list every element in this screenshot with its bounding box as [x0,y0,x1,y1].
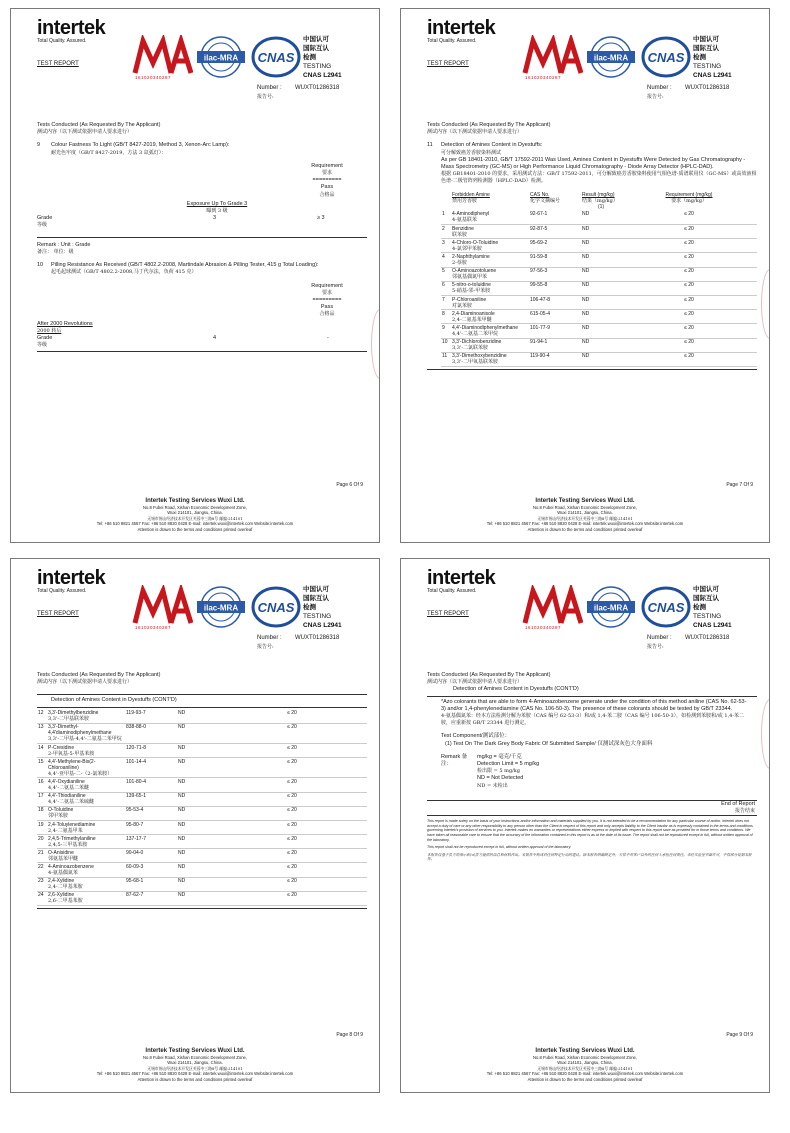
item-11: 11 Detection of Amines Content in Dyestuffs: 可分解致癌芳香胺染料测试 As per GB 18401-2010, GB/T 17592-2011 Was Used, Amines Content in Dyestuffs Were Detected by Gas Chromatography - Mass Spectrometry (GC-MS) or High Performance Liquid Chromatography - Diode Array Detector (HPLC-DAD). 根据 GB18401-2010 的要求，采用测试方法：GB/T 17592-2011，可分解致癌芳香胺染料使用气相色谱-质谱联用仪（GC-MS）或高效液相色谱-二极管阵列检测器（HPLC-DAD）检测。 [427,142,757,185]
row-number: 1 [441,211,451,225]
requirement-value: ≤ 20 [217,723,367,743]
row-number: 2 [441,225,451,239]
row-number: 7 [441,295,451,309]
ilac-mra-icon [585,585,637,629]
ma-number: 161020340287 [135,75,172,80]
row-number: 5 [441,267,451,281]
table-row [441,295,757,309]
accreditation-marks [131,585,371,637]
remark-block: Remark 备注： mg/kg = 毫克/千克 Detection Limit = 5 mg/kg 检出限 = 5 mg/kg ND = Not Detected ND = 未检出 [441,753,540,789]
ma-mark-icon [521,35,583,79]
report-number: Number : WUXT01286318 报告号: [647,635,730,650]
amine-name: Benzidine 联苯胺 [451,225,529,239]
divider [37,707,367,708]
report-number: Number : WUXT01286318 报告号: [257,85,340,100]
amine-name: 2,4,5-Trimethylaniline 2,4,5-三甲基苯胺 [47,835,125,849]
cas-number: 615-05-4 [529,310,581,324]
amine-name: 4-Chloro-O-Toluidine 4-氯邻甲苯胺 [451,239,529,253]
row-number: 24 [37,891,47,905]
row-number: 15 [37,758,47,778]
result-value: ND [177,723,217,743]
result-value: ND [581,211,621,225]
amine-name: 4-Aminoazobenzene 4-氨基偶氮苯 [47,863,125,877]
row-number: 19 [37,820,47,834]
cas-number: 119-90-4 [529,352,581,366]
cnas-icon [641,35,691,79]
ma-mark-icon [131,35,193,79]
row-number: 16 [37,778,47,792]
accreditation-text: 中国认可 国际互认 检测 TESTING CNAS L2941 [303,36,342,79]
footer: Intertek Testing Services Wuxi Ltd. No.8 Fubei Road, Xishan Economic Development Zone, Wuxi 214101, Jiangsu, China. 无锡市锡山经济技术开发区芙蓉中三路8号 邮编:214101 Tel: +86 510 8821 4567 Fax: +86 510 8820 0428 E-mail: intertek.wuxi@intertek.com Website:intertek.com Attention is drawn to the terms and conditions printed overleaf [96,1047,294,1082]
intertek-logo: intertek Total Quality. Assured. [37,17,106,44]
cnas-icon [641,585,691,629]
cnas-icon [251,35,301,79]
table-row [37,849,367,863]
table-row [37,710,367,724]
table-row [441,281,757,295]
amine-name: 2,4-Diaminoanisole 2,4-二氨基苯甲醚 [451,310,529,324]
test-report-label: TEST REPORT [37,611,79,617]
table-row [441,338,757,352]
accreditation-text: 中国认可 国际互认 检测 TESTING CNAS L2941 [303,586,342,629]
amine-name: 4,4'-Diaminodiphenylmethane 4,4'-二氨基二苯甲烷 [451,324,529,338]
cas-number: 838-88-0 [125,723,177,743]
page-number: Page 6 Of 9 [336,482,363,488]
footer: Intertek Testing Services Wuxi Ltd. No.8 Fubei Road, Xishan Economic Development Zone, Wuxi 214101, Jiangsu, China. 无锡市锡山经济技术开发区芙蓉中三路8号 邮编:214101 Tel: +86 510 8821 4567 Fax: +86 510 8820 0428 E-mail: intertek.wuxi@intertek.com Website:intertek.com Attention is drawn to the terms and conditions printed overleaf [486,1047,684,1082]
cas-number: 91-59-8 [529,253,581,267]
requirement-value: ≤ 20 [217,778,367,792]
cas-number: 139-65-1 [125,792,177,806]
row-number: 21 [37,849,47,863]
row-number: 17 [37,792,47,806]
azo-note-cn: 4-氨基偶氮苯：经本方法检测分解为苯胺（CAS 编号 62-53-3）和/或 1,4-苯二胺（CAS 编号 106-50-3），如检测到苯胺和/或 1,4-苯二胺，应重新按 GB/T 23344 进行测定。 [441,713,745,727]
result-value: ND [581,225,621,239]
pilling-grade-value: 4 [213,334,217,341]
test-report-label: TEST REPORT [37,61,79,67]
requirement-value: ≤ 20 [621,211,757,225]
result-value: ND [581,338,621,352]
result-value: ND [177,778,217,792]
amine-name: 2,4-Xylidine 2,4-二甲基苯胺 [47,877,125,891]
page-number: Page 9 Of 9 [726,1032,753,1038]
result-value: ND [581,324,621,338]
amine-name: O-Anisidine 邻氨基苯甲醚 [47,849,125,863]
row-number: 9 [441,324,451,338]
test-report-label: TEST REPORT [427,61,469,67]
requirement-value: ≤ 20 [621,225,757,239]
ilac-mra-icon [585,35,637,79]
table-row [441,310,757,324]
report-page-8 [10,558,380,1093]
svg-text:CNAS: CNAS [257,600,295,615]
svg-text:ilac-MRA: ilac-MRA [593,603,629,613]
amine-name: 4,4'-Thiodianiline 4,4'-二氨基二苯硫醚 [47,792,125,806]
row-number: 14 [37,743,47,757]
divider [37,351,367,352]
requirement-value: ≤ 20 [217,849,367,863]
table-row [37,723,367,743]
result-value: ND [177,820,217,834]
result-value: ND [177,835,217,849]
amine-name: 2,4-Toluylenediamine 2,4-二氨基甲苯 [47,820,125,834]
row-number: 4 [441,253,451,267]
table-row [37,820,367,834]
result-value: ND [581,267,621,281]
amine-name: O-Toluidine 邻甲苯胺 [47,806,125,820]
table-row [441,267,757,281]
cas-number: 106-47-8 [529,295,581,309]
table-row [441,211,757,225]
amine-name: 4,4'-Oxydianiline 4,4'-二氨基二苯醚 [47,778,125,792]
cas-number: 60-09-3 [125,863,177,877]
result-value: ND [581,253,621,267]
requirement-value: ≤ 20 [217,891,367,905]
requirement-value: ≤ 20 [621,239,757,253]
table-row [37,743,367,757]
requirement-value: ≤ 20 [217,758,367,778]
requirement-value: ≤ 20 [217,792,367,806]
ma-number: 161020340287 [525,625,562,630]
cas-number: 99-55-8 [529,281,581,295]
seal-stamp [761,699,770,769]
table-row [37,806,367,820]
requirement-value: ≤ 20 [217,877,367,891]
requirement-value: ≤ 20 [621,324,757,338]
table-row [441,239,757,253]
report-number: Number : WUXT01286318 报告号: [647,85,730,100]
seal-stamp [371,309,380,379]
cas-number: 95-69-2 [529,239,581,253]
svg-text:ilac-MRA: ilac-MRA [593,53,629,63]
cas-number: 95-80-7 [125,820,177,834]
row-number: 3 [441,239,451,253]
requirement-value: ≤ 20 [217,863,367,877]
ma-number: 161020340287 [135,625,172,630]
svg-text:CNAS: CNAS [647,600,685,615]
result-value: ND [177,863,217,877]
accreditation-text: 中国认可 国际互认 检测 TESTING CNAS L2941 [693,586,732,629]
cas-number: 91-94-1 [529,338,581,352]
cas-number: 137-17-7 [125,835,177,849]
cas-number: 90-04-0 [125,849,177,863]
grade-requirement: ≥ 3 [317,214,325,221]
amines-table-contd [37,710,367,906]
cas-number: 97-56-3 [529,267,581,281]
result-value: ND [177,710,217,724]
amine-name: 3,3'-Dichlorobenzidine 3,3'-二氯联苯胺 [451,338,529,352]
cas-number: 92-67-1 [529,211,581,225]
result-value: ND [581,239,621,253]
accreditation-marks [131,35,371,87]
page-8-body: Tests Conducted (As Requested By The Applicant) 测试内容（以下测试依据申请人要求进行） Detection of Amines Content in Dyestuffs (CONT'D) 12 3,3'-Dimethylbenzidine 3,3'-二甲基联苯胺 119-93-7 ND ≤ 20 13 3,3'-Dimethyl-4,4'diaminodiphenylmethane 3,3'-二甲基-4,4'-二氨基二苯甲烷 838-88-0 ND ≤ 20 14 P-Cresidine 2-甲氧基-5-甲基苯胺 120-71-8 ND ≤ 20 15 4,4'-Methylene-Bis(2-Chloroaniline) 4,4'-亚甲基-二-（2-氯苯胺） 101-14-4 ND ≤ 20 16 4,4'-Oxydianiline 4,4'-二氨基二苯醚 101-80-4 ND ≤ 20 17 4,4'-Thiodianiline 4,4'-二氨基二苯硫醚 139-65-1 ND ≤ 20 18 O-Toluidine 邻甲苯胺 95-53-4 ND ≤ 20 19 2,4-Toluylenediamine 2,4-二氨基甲苯 95-80-7 ND ≤ 20 20 2,4,5-Trimethylaniline 2,4,5-三甲基苯胺 137-17-7 ND ≤ 20 21 O-Anisidine 邻氨基苯甲醚 90-04-0 ND ≤ 20 22 4-Aminoazobenzene 4-氨基偶氮苯 60-09-3 ND ≤ 20 23 2,4-Xylidine 2,4-二甲基苯胺 95-68-1 ND ≤ 20 24 2,6-Xylidine 2,6-二甲基苯胺 87-62-7 ND ≤ 20 [37,672,367,909]
ma-mark-icon [521,585,583,629]
page-9-body: Tests Conducted (As Requested By The Applicant) 测试内容（以下测试依据申请人要求进行） Detection of Amines Content in Dyestuffs (CONT'D) *Azo colorants that are able to form 4-Aminoazobenzene generate under the condition of this method aniline (CAS No. 62-53-3) and/or 1,4-phenylenediamine (CAS No. 106-50-3). The presence of these colorants should be tested by GB/T 23344. 4-氨基偶氮苯：经本方法检测分解为苯胺（CAS 编号 62-53-3）和/或 1,4-苯二胺（CAS 编号 106-50-3），如检测到苯胺和/或 1,4-苯二胺，应重新按 GB/T 23344 进行测定。 Test Component/测试部位： (1) Test On The Dark Grey Body Fabric Of Submitted Sample/ 仅测试深灰色大身面料 Remark 备注： mg/kg = 毫克/千克 Detection Limit = 5 mg/kg 检出限 = 5 mg/kg ND = Not Detected ND = 未检出 End of Report 报告结束 This report is made solely on the basis of your instructions and/or information and materials supplied by you. It is not intended to be a recommendation for any particular course of action. Intertek does not accept a duty of care or any other responsibility to any person other than the Client in respect of this report and only accepts liability to the Client insofar as is expressly contained in the terms and conditions governing Intertek's provision of services to you. Intertek makes no warranties or representations either express or implied with respect to this report save as provided for in those terms and conditions. We have taken all reasonable care to ensure that the accuracy of the information contained in this report is as at the date of its issue. The report shall not be reproduced except in full, without written approval of the laboratory. This report shall not be reproduced except in full, without written approval of the laboratory. 本报告仅基于贵方的指示和/或贵方提供的信息和材料作出。本报告不构成对任何特定行动的建议。除本报告明确规定外，天祥不对客户以外的任何人承担任何责任。未经实验室书面许可，不得部分复制本报告。 [427,672,755,862]
table-row [37,758,367,778]
divider [37,908,367,909]
cas-number: 101-80-4 [125,778,177,792]
requirement-value: ≤ 20 [217,710,367,724]
intertek-logo: intertek Total Quality. Assured. [37,567,106,594]
page-7-body: Tests Conducted (As Requested By The Applicant) 测试内容（以下测试依据申请人要求进行） 11 Detection of Amines Content in Dyestuffs: 可分解致癌芳香胺染料测试 As per GB 18401-2010, GB/T 17592-2011 Was Used, Amines Content in Dyestuffs Were Detected by Gas Chromatography - Mass Spectrometry (GC-MS) or High Performance Liquid Chromatography - Diode Array Detector (HPLC-DAD). 根据 GB18401-2010 的要求，采用测试方法：GB/T 17592-2011，可分解致癌芳香胺染料使用气相色谱-质谱联用仪（GC-MS）或高效液相色谱-二极管阵列检测器（HPLC-DAD）检测。 Forbidden Amine 禁用芳香胺 CAS No. 化学文摘编号 Result (mg/kg) 结果（mg/kg） (1) Requirement (mg/kg) 要求（mg/kg） 1 4-Aminodiphenyl 4-氨基联苯 92-67-1 ND ≤ 20 2 Benzidine 联苯胺 92-87-5 ND ≤ 20 3 4-Chloro-O-Toluidine 4-氯邻甲苯胺 95-69-2 ND ≤ 20 4 2-Naphthylamine 2-萘胺 91-59-8 ND ≤ 20 5 O-Aminoazotoluene 邻氨基偶氮甲苯 97-56-3 ND ≤ 20 6 5-nitro-o-toluidine 5-硝基-邻-甲苯胺 99-55-8 ND ≤ 20 7 P-Chloroaniline 对氯苯胺 106-47-8 ND ≤ 20 8 2,4-Diaminoanisole 2,4-二氨基苯甲醚 615-05-4 ND ≤ 20 9 4,4'-Diaminodiphenylmethane 4,4'-二氨基二苯甲烷 101-77-9 ND ≤ 20 10 3,3'-Dichlorobenzidine 3,3'-二氯联苯胺 91-94-1 ND ≤ 20 11 3,3'-Dimethoxybenzidine 3,3'-二甲氧基联苯胺 119-90-4 ND ≤ 20 [427,122,757,370]
svg-text:CNAS: CNAS [647,50,685,65]
azo-note: *Azo colorants that are able to form 4-Aminoazobenzene generate under the condition of this method aniline (CAS No. 62-53-3) and/or 1,4-phenylenediamine (CAS No. 106-50-3). The presence of these colorants should be tested by GB/T 23344. [441,698,747,712]
page-number: Page 8 Of 9 [336,1032,363,1038]
requirement-value: ≤ 20 [621,338,757,352]
table-row [441,225,757,239]
divider [427,369,757,370]
cas-number: 95-68-1 [125,877,177,891]
row-number: 11 [441,352,451,366]
amine-name: 4-Aminodiphenyl 4-氨基联苯 [451,211,529,225]
amine-name: 5-nitro-o-toluidine 5-硝基-邻-甲苯胺 [451,281,529,295]
divider [427,696,757,697]
amine-name: 2-Naphthylamine 2-萘胺 [451,253,529,267]
intertek-logo: intertek Total Quality. Assured. [427,567,496,594]
requirement-value: ≤ 20 [217,806,367,820]
requirement-value: ≤ 20 [217,820,367,834]
requirement-value: ≤ 20 [217,835,367,849]
row-number: 18 [37,806,47,820]
row-number: 13 [37,723,47,743]
accreditation-text: 中国认可 国际互认 检测 TESTING CNAS L2941 [693,36,732,79]
requirement-value: ≤ 20 [621,352,757,366]
accreditation-marks [521,585,761,637]
result-value: ND [581,281,621,295]
amines-table [441,192,757,367]
result-value: ND [581,310,621,324]
ma-mark-icon [131,585,193,629]
accreditation-marks [521,35,761,87]
result-value: ND [177,849,217,863]
table-row [441,352,757,366]
cas-number: 119-93-7 [125,710,177,724]
result-value: ND [581,295,621,309]
result-value: ND [177,891,217,905]
table-row [37,877,367,891]
seal-stamp [761,269,770,339]
amine-name: O-Aminoazotoluene 邻氨基偶氮甲苯 [451,267,529,281]
svg-text:ilac-MRA: ilac-MRA [203,603,239,613]
requirement-value: ≤ 20 [621,281,757,295]
row-number: 12 [37,710,47,724]
item-10: 10 Pilling Resistance As Received (GB/T 4802.2-2008, Martindale Abrasion & Pilling Tester, 415 g Total Loading): 起毛起球测试（GB/T 4802.2-2008,马丁代尔法，负荷 415 克） [37,262,319,276]
amine-name: 4,4'-Methylene-Bis(2-Chloroaniline) 4,4'-亚甲基-二-（2-氯苯胺） [47,758,125,778]
footer: Intertek Testing Services Wuxi Ltd. No.8 Fubei Road, Xishan Economic Development Zone, Wuxi 214101, Jiangsu, China. 无锡市锡山经济技术开发区芙蓉中三路8号 邮编:214101 Tel: +86 510 8821 4567 Fax: +86 510 8820 0428 E-mail: intertek.wuxi@intertek.com Website:intertek.com Attention is drawn to the terms and conditions printed overleaf [486,497,684,532]
requirement-value: ≤ 20 [217,743,367,757]
report-page-6 [10,8,380,543]
disclaimer: This report is made solely on the basis of your instructions and/or information and materials supplied by you. It is not intended to be a recommendation for any particular course of action. Intertek does not accept a duty of care or any other responsibility to any person other than the Client in respect of this report and only accepts liability to the Client insofar as is expressly contained in the terms and conditions governing Intertek's provision of services to you. Intertek makes no warranties or representations either express or implied with respect to this report save as provided for in those terms and conditions. We have taken all reasonable care to ensure that the accuracy of the information contained in this report is as at the date of its issue. The report shall not be reproduced except in full, without written approval of the laboratory. [427,819,753,842]
result-value: ND [177,806,217,820]
result-value: ND [177,792,217,806]
ilac-mra-icon [195,35,247,79]
svg-text:ilac-MRA: ilac-MRA [203,53,239,63]
report-page-7 [400,8,770,543]
grade-value: 3 [213,214,217,221]
page-number: Page 7 Of 9 [726,482,753,488]
footer: Intertek Testing Services Wuxi Ltd. No.8 Fubei Road, Xishan Economic Development Zone, Wuxi 214101, Jiangsu, China. 无锡市锡山经济技术开发区芙蓉中三路8号 邮编:214101 Tel: +86 510 8821 4567 Fax: +86 510 8820 0428 E-mail: intertek.wuxi@intertek.com Website:intertek.com Attention is drawn to the terms and conditions printed overleaf [96,497,294,532]
table-row [441,324,757,338]
table-row [37,835,367,849]
amine-name: P-Cresidine 2-甲氧基-5-甲基苯胺 [47,743,125,757]
ma-number: 161020340287 [525,75,562,80]
page-6-body: Tests Conducted (As Requested By The Applicant) 测试内容（以下测试依据申请人要求进行） 9 Colour Fastness To Light (GB/T 8427-2019, Method 3, Xenon-Arc Lamp): 耐光色牢度（GB/T 8427-2019，方法 3 氙弧灯）： Requirement 要求 ========= Pass 合格品 Exposure Up To Grade 3 曝到 3 级 Grade 等级 3 ≥ 3 Remark : Unit : Grade 备注： 单位：级 10 Pilling Resistance As Received (GB/T 4802.2-2008, Martindale Abrasion & Pilling Tester, 415 g Total Loading): 起毛起球测试（GB/T 4802.2-2008,马丁代尔法，负荷 415 克） Requirement 要求 ========= Pass 合格品 After 2000 Revolutions 2000 转后 Grade 等级 4 - [37,122,367,352]
row-number: 6 [441,281,451,295]
requirement-value: ≤ 20 [621,253,757,267]
divider [37,694,367,695]
amine-name: 3,3'-Dimethylbenzidine 3,3'-二甲基联苯胺 [47,710,125,724]
result-value: ND [177,758,217,778]
table-row [441,253,757,267]
table-row [37,891,367,905]
requirement-value: ≤ 20 [621,295,757,309]
row-number: 20 [37,835,47,849]
cas-number: 101-14-4 [125,758,177,778]
cas-number: 120-71-8 [125,743,177,757]
svg-text:CNAS: CNAS [257,50,295,65]
intertek-logo: intertek Total Quality. Assured. [427,17,496,44]
requirement-value: ≤ 20 [621,267,757,281]
table-header: Forbidden Amine 禁用芳香胺 CAS No. 化学文摘编号 Result (mg/kg) 结果（mg/kg） (1) Requirement (mg/kg) 要求（mg/kg） [452,192,713,211]
table-row [37,863,367,877]
cas-number: 87-62-7 [125,891,177,905]
item-9: 9 Colour Fastness To Light (GB/T 8427-2019, Method 3, Xenon-Arc Lamp): 耐光色牢度（GB/T 8427-2019，方法 3 氙弧灯）： [37,142,230,156]
amine-name: P-Chloroaniline 对氯苯胺 [451,295,529,309]
cas-number: 95-53-4 [125,806,177,820]
pilling-requirement: - [327,334,329,341]
row-number: 23 [37,877,47,891]
amine-name: 2,6-Xylidine 2,6-二甲基苯胺 [47,891,125,905]
result-value: ND [177,743,217,757]
row-number: 10 [441,338,451,352]
test-report-label: TEST REPORT [427,611,469,617]
cas-number: 101-77-9 [529,324,581,338]
report-number: Number : WUXT01286318 报告号: [257,635,340,650]
divider [427,815,757,816]
amine-name: 3,3'-Dimethyl-4,4'diaminodiphenylmethane 3,3'-二甲基-4,4'-二氨基二苯甲烷 [47,723,125,743]
row-number: 8 [441,310,451,324]
cnas-icon [251,585,301,629]
requirement-value: ≤ 20 [621,310,757,324]
ilac-mra-icon [195,585,247,629]
cas-number: 92-87-5 [529,225,581,239]
row-number: 22 [37,863,47,877]
table-row [37,792,367,806]
divider [37,237,367,238]
amine-name: 3,3'-Dimethoxybenzidine 3,3'-二甲氧基联苯胺 [451,352,529,366]
result-value: ND [581,352,621,366]
table-row [37,778,367,792]
report-page-9 [400,558,770,1093]
result-value: ND [177,877,217,891]
